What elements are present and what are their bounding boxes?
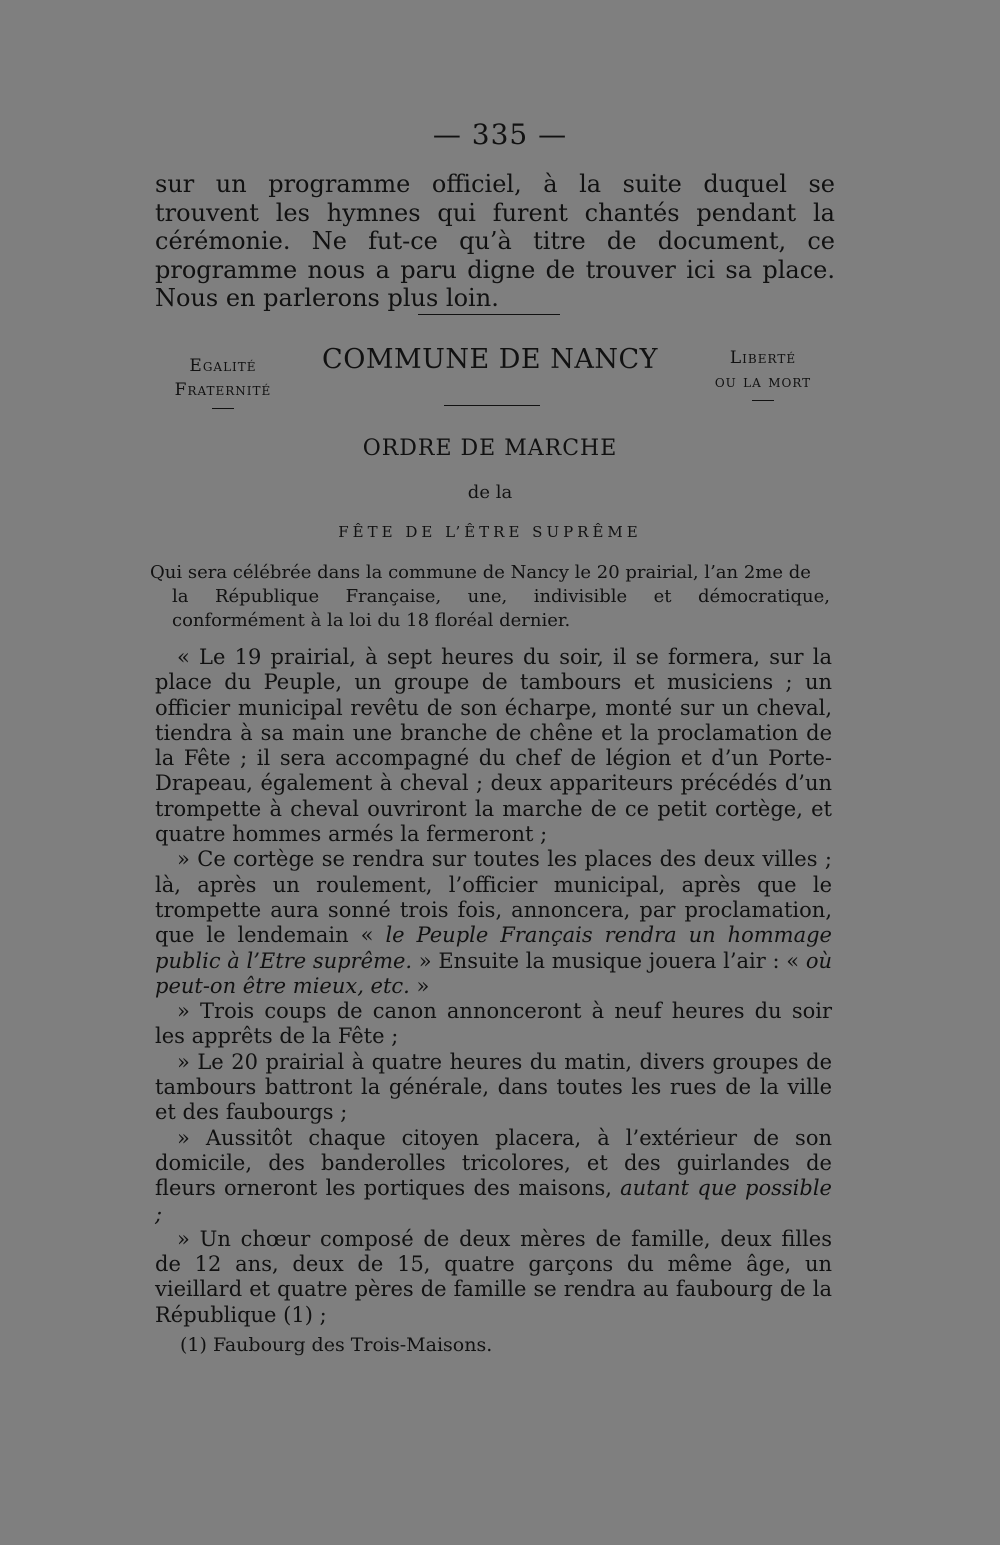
intro-paragraph: sur un programme officiel, à la suite duquel se trouvent les hymnes qui furent chantés pendant la cérémonie. Ne fut-ce qu’à titre de document, ce programme nous a paru digne de trouver ici sa place. Nous en parlerons plus loin. [155,170,835,312]
paragraph-2-italic-d: où peut-on être mieux, etc. [155,948,832,998]
paragraph-4: » Le 20 prairial à quatre heures du matin, divers groupes de tambours battront la générale, dans toutes les rues de la ville et des faubourgs ; [155,1049,832,1125]
paragraph-1: « Le 19 prairial, à sept heures du soir, il se formera, sur la place du Peuple, un groupe de tambours et musiciens ; un officier municipal revêtu de son écharpe, monté sur un cheval, tiendra à sa main une branche de chêne et la proclamation de la Fête ; il sera accompagné du chef de légion et d’un Porte-Drapeau, également à cheval ; deux appariteurs précédés d’un trompette à cheval ouvriront la marche de ce petit cortège, et quatre hommes armés la fermeront ; [155,645,832,847]
paragraph-2-italic-b: le Peuple Français rendra un hommage public à l’Etre suprême. [155,923,832,973]
footnote: (1) Faubourg des Trois-Maisons. [180,1334,493,1356]
paragraph-2-text-c: » Ensuite la musique jouera l’air : « [412,948,806,973]
paragraph-2-text-e: » [409,973,430,998]
motto-right [695,346,831,401]
main-text [155,645,832,1328]
motto-fraternite: Fraternité [174,380,272,400]
paragraph-6: » Un chœur composé de deux mères de famille, deux filles de 12 ans, deux de 15, quatre garçons du même âge, un vieillard et quatre pères de famille se rendra au faubourg de la République (1) ; [155,1226,832,1327]
paragraph-5-italic-b: autant que possible ; [155,1176,832,1226]
qui-paragraph [150,561,830,633]
fete-heading: FÊTE DE L’ÊTRE SUPRÊME [338,523,642,541]
paragraph-2-text-a: » Ce cortège se rendra sur toutes les places des deux villes ; là, après un roulement, l’officier municipal, après que le trompette aura sonné trois fois, annoncera, par proclamation, que le lendemain « [155,847,832,948]
paragraph-5 [155,1126,832,1227]
page-number: — 335 — [432,118,568,151]
motto-left [150,354,296,409]
motto-egalite: Egalité [189,356,257,376]
ornament-rule [444,405,540,406]
de-la-text: de la [467,482,513,503]
commune-title: COMMUNE DE NANCY [322,344,658,375]
divider-rule [418,314,560,315]
paragraph-3: » Trois coups de canon annonceront à neuf heures du soir les apprêts de la Fête ; [155,999,832,1049]
motto-right-dash [752,400,774,401]
motto-ou-la-mort: ou la mort [714,372,812,392]
qui-rest: la République Française, une, indivisible et démocratique, conformément à la loi du 18 floréal dernier. [172,586,830,631]
qui-first-line: Qui sera célébrée dans la commune de Nancy le 20 prairial, l’an 2me de [150,562,811,583]
paragraph-5-text-a: » Aussitôt chaque citoyen placera, à l’extérieur de son domicile, des banderolles tricolores, et des guirlandes de fleurs orneront les portiques des maisons, [155,1125,832,1201]
ordre-heading: ORDRE DE MARCHE [362,436,618,461]
motto-liberte: Liberté [729,348,797,368]
paragraph-2 [155,847,832,999]
motto-left-dash [212,408,234,409]
